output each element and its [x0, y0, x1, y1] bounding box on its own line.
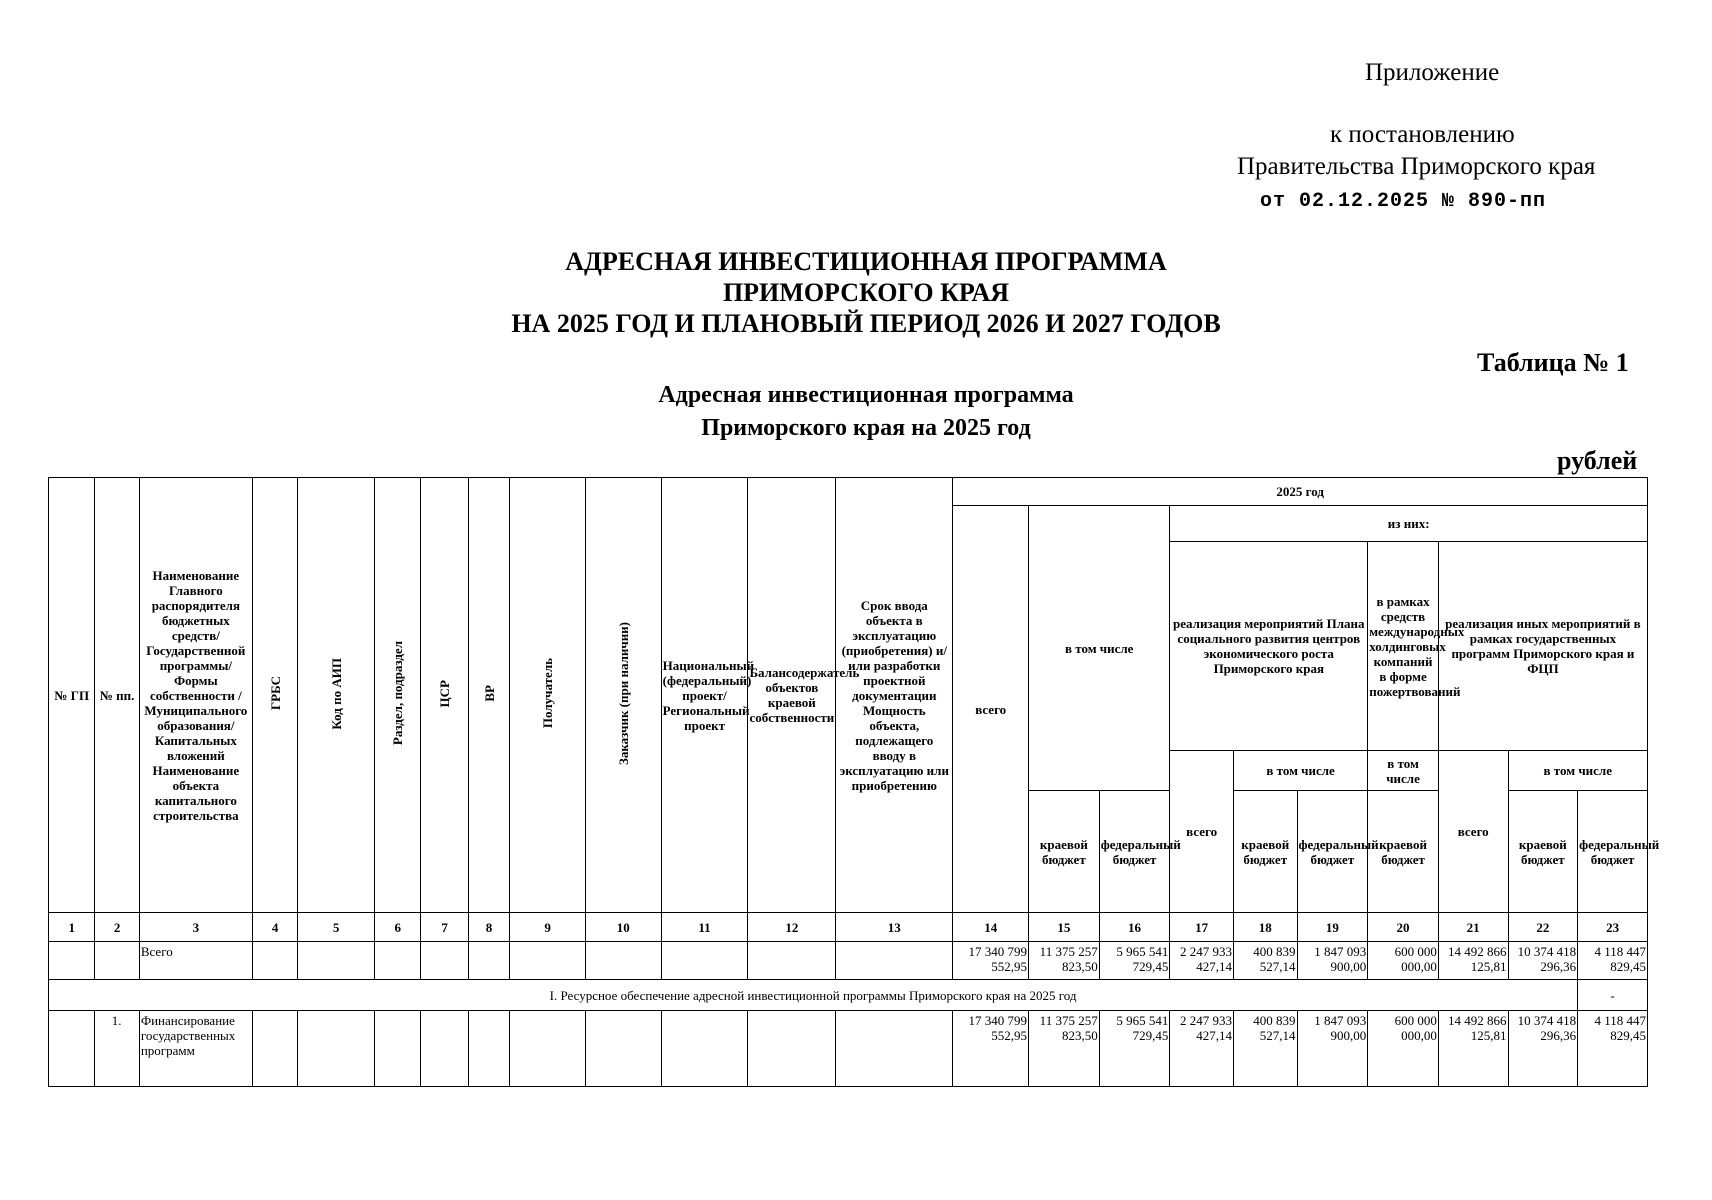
empty-cell: [421, 942, 468, 980]
col-header-aip-code: [298, 478, 375, 913]
total-value: 10 374 418 296,36: [1508, 942, 1578, 980]
col-number: 7: [421, 913, 468, 942]
total-value: 4 118 447 829,45: [1578, 942, 1648, 980]
empty-cell: [421, 1011, 468, 1087]
total-row-label: Всего: [139, 942, 252, 980]
item-value: 600 000 000,00: [1368, 1011, 1439, 1087]
empty-cell: [49, 942, 95, 980]
col-number: 13: [836, 913, 953, 942]
document-title: [0, 246, 1712, 339]
empty-cell: [748, 1011, 836, 1087]
col-number: 1: [49, 913, 95, 942]
total-value: 400 839 527,14: [1233, 942, 1297, 980]
item-value: 17 340 799 552,95: [953, 1011, 1029, 1087]
empty-cell: [836, 942, 953, 980]
col-number: 8: [468, 913, 509, 942]
government-label: Правительства Приморского края: [1237, 153, 1596, 180]
col-header-recipient-text: Получатель: [540, 658, 556, 729]
col-header-including: в том числе: [1029, 506, 1170, 791]
col-number: 11: [661, 913, 748, 942]
investment-program-table: [48, 477, 1660, 1087]
col-header-aip-code-text: Код по АИП: [328, 657, 344, 730]
col-header-plan-total: всего: [1170, 751, 1234, 913]
total-value: 17 340 799 552,95: [953, 942, 1029, 980]
empty-cell: [298, 1011, 375, 1087]
col-header-pp-number: № пп.: [95, 478, 139, 913]
col-header-intl-including: в том числе: [1368, 751, 1439, 791]
empty-cell: [375, 1011, 421, 1087]
col-header-other-total: всего: [1438, 751, 1508, 913]
empty-cell: [468, 1011, 509, 1087]
col-header-customer: [585, 478, 661, 913]
item-value: 10 374 418 296,36: [1508, 1011, 1578, 1087]
empty-cell: [252, 942, 297, 980]
col-header-total-federal: федеральный бюджет: [1099, 791, 1170, 913]
col-header-section-text: Раздел, подраздел: [390, 641, 406, 746]
item-value: 5 965 541 729,45: [1099, 1011, 1170, 1087]
col-header-other-federal: федеральный бюджет: [1578, 791, 1648, 913]
col-header-tsr-text: ЦСР: [437, 679, 453, 708]
col-header-plan-regional: краевой бюджет: [1233, 791, 1297, 913]
col-number: 14: [953, 913, 1029, 942]
item-value: 11 375 257 823,50: [1029, 1011, 1100, 1087]
total-value: 600 000 000,00: [1368, 942, 1439, 980]
col-header-balance-holder: Балансодержатель объектов краевой собственности: [748, 478, 836, 913]
item-name: Финансирование государственных программ: [139, 1011, 252, 1087]
col-number: 5: [298, 913, 375, 942]
col-number: 23: [1578, 913, 1648, 942]
col-number: 15: [1029, 913, 1100, 942]
item-value: 4 118 447 829,45: [1578, 1011, 1648, 1087]
col-header-year: 2025 год: [953, 478, 1648, 506]
col-number: 18: [1233, 913, 1297, 942]
col-header-total-regional: краевой бюджет: [1029, 791, 1100, 913]
item-value: 14 492 866 125,81: [1438, 1011, 1508, 1087]
col-header-customer-text: Заказчик (при наличии): [615, 622, 631, 765]
table-subtitle: [0, 379, 1712, 445]
subtitle-line-2: Приморского края на 2025 год: [701, 415, 1031, 441]
col-header-national-project: Национальный (федеральный) проект/ Региональный проект: [661, 478, 748, 913]
section-row: [49, 980, 1648, 1011]
total-value: 14 492 866 125,81: [1438, 942, 1508, 980]
item-number: 1.: [95, 1011, 139, 1087]
col-header-intl-regional: краевой бюджет: [1368, 791, 1439, 913]
col-header-international: в рамках средств международных холдинговых компаний в форме пожертвований: [1368, 542, 1439, 751]
col-header-name: Наименование Главного распорядителя бюджетных средств/Государственной программы/ Формы собственности /Муниципального образования/Капитальных вложений Наименование объекта капитального строительства: [139, 478, 252, 913]
title-line-1: АДРЕСНАЯ ИНВЕСТИЦИОННАЯ ПРОГРАММА: [565, 247, 1167, 276]
empty-cell: [95, 942, 139, 980]
col-header-grbs: [252, 478, 297, 913]
col-number: 12: [748, 913, 836, 942]
col-header-other-regional: краевой бюджет: [1508, 791, 1578, 913]
section-title: I. Ресурсное обеспечение адресной инвестиционной программы Приморского края на 2025 год: [49, 980, 1578, 1011]
empty-cell: [836, 1011, 953, 1087]
item-value: 1 847 093 900,00: [1297, 1011, 1368, 1087]
col-number: 6: [375, 913, 421, 942]
title-line-2: ПРИМОРСКОГО КРАЯ: [722, 278, 1010, 307]
col-header-grbs-text: ГРБС: [267, 676, 283, 711]
units-label: рублей: [1557, 446, 1638, 475]
resolution-label: к постановлению: [1330, 121, 1515, 148]
empty-cell: [375, 942, 421, 980]
empty-cell: [748, 942, 836, 980]
col-number: 10: [585, 913, 661, 942]
col-number: 4: [252, 913, 297, 942]
col-header-tsr: [421, 478, 468, 913]
appendix-label: Приложение: [1365, 59, 1500, 86]
col-header-plan-including: в том числе: [1233, 751, 1367, 791]
col-number: 3: [139, 913, 252, 942]
total-value: 2 247 933 427,14: [1170, 942, 1234, 980]
item-row: [49, 1011, 1648, 1087]
col-number: 16: [1099, 913, 1170, 942]
col-header-gp-number: № ГП: [49, 478, 95, 913]
empty-cell: [661, 942, 748, 980]
title-line-3: НА 2025 ГОД И ПЛАНОВЫЙ ПЕРИОД 2026 И 2027 ГОДОВ: [511, 309, 1221, 338]
col-number: 17: [1170, 913, 1234, 942]
col-header-vr-text: ВР: [481, 685, 497, 702]
col-header-total: всего: [953, 506, 1029, 913]
empty-cell: [661, 1011, 748, 1087]
col-header-other: реализация иных мероприятий в рамках государственных программ Приморского края и ФЦП: [1438, 542, 1647, 751]
total-value: 5 965 541 729,45: [1099, 942, 1170, 980]
item-value: 400 839 527,14: [1233, 1011, 1297, 1087]
col-header-other-including: в том числе: [1508, 751, 1648, 791]
col-header-recipient: [510, 478, 586, 913]
total-value: 11 375 257 823,50: [1029, 942, 1100, 980]
col-header-plan: реализация мероприятий Плана социального развития центров экономического роста Приморского края: [1170, 542, 1368, 751]
empty-cell: [585, 942, 661, 980]
col-header-of-them: из них:: [1170, 506, 1648, 542]
col-number: 9: [510, 913, 586, 942]
empty-cell: [510, 942, 586, 980]
section-dash: -: [1578, 980, 1648, 1011]
item-value: 2 247 933 427,14: [1170, 1011, 1234, 1087]
col-number: 20: [1368, 913, 1439, 942]
total-row: [49, 942, 1648, 980]
empty-cell: [510, 1011, 586, 1087]
col-header-vr: [468, 478, 509, 913]
column-numbers-row: [49, 913, 1648, 942]
empty-cell: [252, 1011, 297, 1087]
empty-cell: [468, 942, 509, 980]
subtitle-line-1: Адресная инвестиционная программа: [658, 382, 1074, 408]
col-number: 19: [1297, 913, 1368, 942]
col-header-plan-federal: федеральный бюджет: [1297, 791, 1368, 913]
empty-cell: [298, 942, 375, 980]
col-number: 22: [1508, 913, 1578, 942]
total-value: 1 847 093 900,00: [1297, 942, 1368, 980]
col-header-commissioning: Срок ввода объекта в эксплуатацию (приобретения) и/или разработки проектной документации Мощность объекта, подлежащего вводу в эксплуатацию или приобретению: [836, 478, 953, 913]
col-number: 21: [1438, 913, 1508, 942]
col-header-section: [375, 478, 421, 913]
table-number: Таблица № 1: [1477, 348, 1629, 377]
empty-cell: [585, 1011, 661, 1087]
empty-cell: [49, 1011, 95, 1087]
col-number: 2: [95, 913, 139, 942]
resolution-date-number: от 02.12.2025 № 890-пп: [1260, 190, 1547, 213]
